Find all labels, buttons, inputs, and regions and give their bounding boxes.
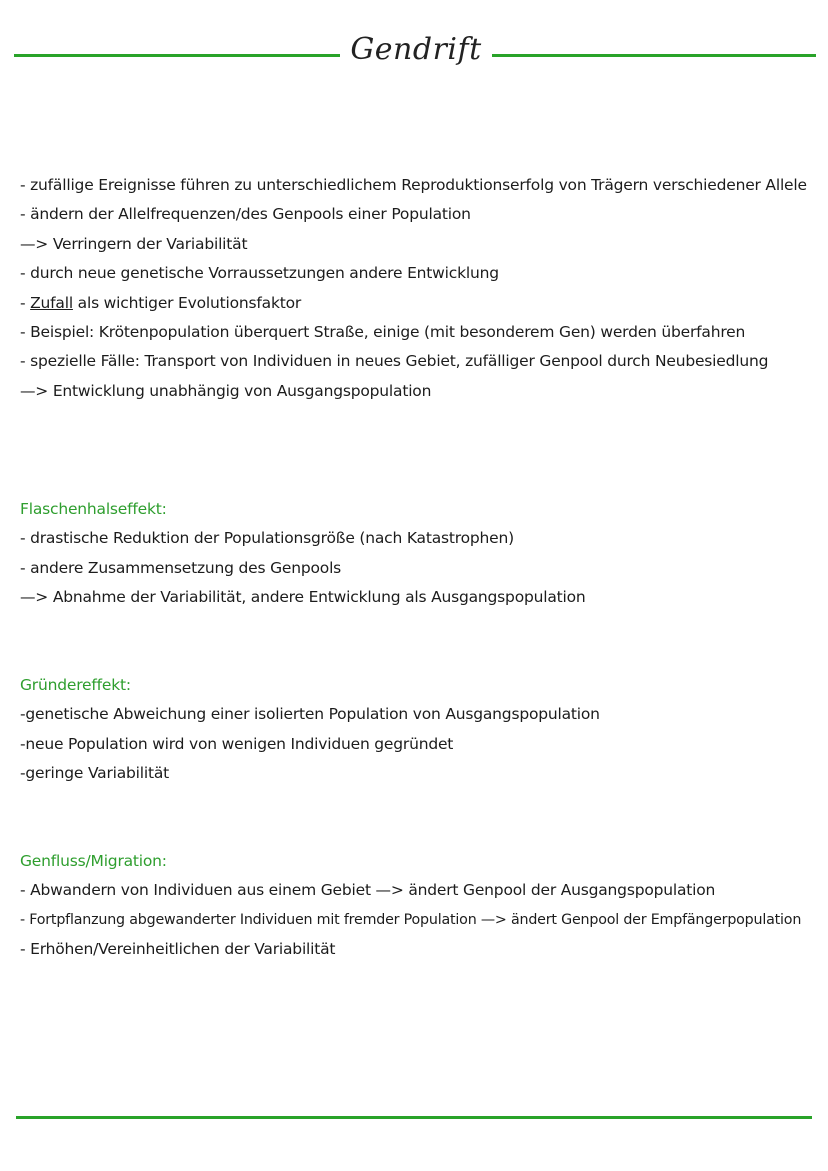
zufall-rest: als wichtiger Evolutionsfaktor — [72, 293, 302, 312]
intro-block — [20, 171, 810, 406]
section-line: - andere Zusammensetzung des Genpools — [20, 558, 342, 577]
section-line: -geringe Variabilität — [20, 764, 170, 783]
section-line: - Erhöhen/Vereinheitlichen der Variabilität — [20, 940, 336, 959]
title-row — [0, 28, 828, 82]
intro-line: - durch neue genetische Vorraussetzungen andere Entwicklung — [20, 264, 499, 283]
section-genfluss — [20, 847, 810, 965]
section-line: -genetische Abweichung einer isolierten Population von Ausgangspopulation — [20, 705, 600, 724]
bottom-rule — [16, 1116, 812, 1119]
intro-line-zufall — [20, 289, 810, 318]
section-heading: Gründereffekt: — [20, 676, 131, 694]
section-heading: Flaschenhalseffekt: — [20, 500, 167, 518]
intro-line: - zufällige Ereignisse führen zu unterschiedlichem Reproduktionserfolg von Trägern verschiedener Allele — [20, 176, 807, 194]
section-line: - Fortpflanzung abgewanderter Individuen mit fremder Population —> ändert Genpool der Empfängerpopulation — [20, 911, 802, 928]
section-line: —> Abnahme der Variabilität, andere Entwicklung als Ausgangspopulation — [20, 588, 586, 607]
section-line: - Abwandern von Individuen aus einem Gebiet —> ändert Genpool der Ausgangspopulation — [20, 881, 716, 900]
section-flaschenhalseffekt — [20, 495, 810, 613]
intro-line: —> Entwicklung unabhängig von Ausgangspopulation — [20, 381, 432, 400]
section-gruendereffekt — [20, 671, 810, 789]
zufall-underlined-word: Zufall — [30, 293, 73, 312]
intro-line: - ändern der Allelfrequenzen/des Genpools einer Population — [20, 205, 471, 224]
title-rule-right — [492, 54, 816, 57]
intro-line: - Beispiel: Krötenpopulation überquert Straße, einige (mit besonderem Gen) werden überfahren — [20, 322, 746, 341]
intro-line: - spezielle Fälle: Transport von Individuen in neues Gebiet, zufälliger Genpool durch Neubesiedlung — [20, 352, 769, 371]
intro-line: —> Verringern der Variabilität — [20, 234, 248, 253]
title-rule-left — [14, 54, 340, 57]
zufall-prefix: - — [20, 293, 31, 312]
section-line: -neue Population wird von wenigen Individuen gegründet — [20, 734, 454, 753]
page-title: Gendrift — [350, 32, 482, 67]
section-heading: Genfluss/Migration: — [20, 852, 167, 870]
section-line: - drastische Reduktion der Populationsgröße (nach Katastrophen) — [20, 529, 514, 548]
